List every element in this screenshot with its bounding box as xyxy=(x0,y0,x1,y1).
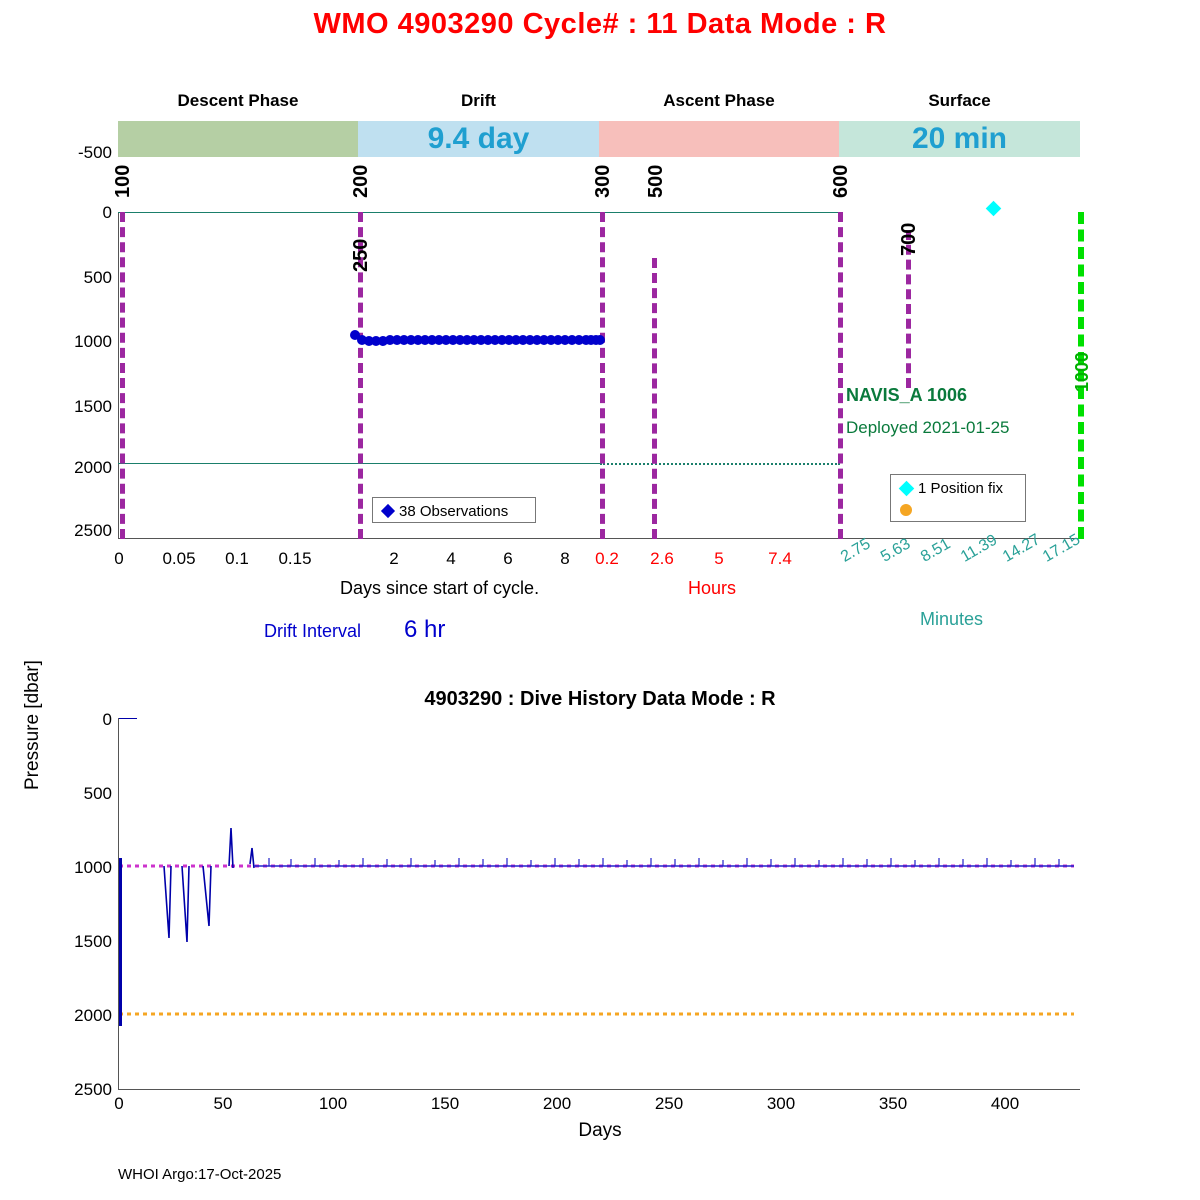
top-ytick-3: 1000 xyxy=(74,332,112,351)
bottom-ytick-0: 0 xyxy=(102,710,112,729)
top-xtick-hours-3: 7.4 xyxy=(768,549,792,568)
event-number-600: 600 xyxy=(830,164,852,198)
observations-legend-label: 38 Observations xyxy=(399,502,509,520)
top-xtick-minutes-0: 2.75 xyxy=(838,535,874,566)
bottom-xtick-4: 200 xyxy=(542,1094,572,1113)
bottom-xtick-5: 250 xyxy=(654,1094,684,1113)
event-number-1000: 1000 xyxy=(1072,351,1092,392)
top-ytick-0: -500 xyxy=(77,143,112,162)
top-ytick-4: 1500 xyxy=(74,397,112,416)
float-name-label: NAVIS_A 1006 xyxy=(846,385,968,405)
top-xaxis-hours-title: Hours xyxy=(688,578,737,598)
event-line-600 xyxy=(838,212,843,539)
bottom-xtick-1: 50 xyxy=(213,1094,233,1113)
event-number-250: 250 xyxy=(350,238,372,272)
top-xtick-hours-0: 0.2 xyxy=(595,549,619,568)
top-xtick-drift-2: 6 xyxy=(503,549,513,568)
event-number-100: 100 xyxy=(112,164,134,198)
page-title: WMO 4903290 Cycle# : 11 Data Mode : R xyxy=(313,8,887,40)
surface-reference-line xyxy=(118,212,840,213)
drift-interval-value: 6 hr xyxy=(404,616,446,643)
phase-band-ascent xyxy=(599,121,839,157)
event-number-300: 300 xyxy=(592,164,614,198)
dive-history-series xyxy=(119,718,1080,1090)
top-xtick-days-1: 0.05 xyxy=(162,549,196,568)
bottom-xtick-8: 400 xyxy=(990,1094,1020,1113)
top-ytick-2: 500 xyxy=(83,268,112,287)
top-xtick-days-3: 0.15 xyxy=(278,549,312,568)
event-number-700: 700 xyxy=(898,222,920,256)
bottom-ytick-4: 2000 xyxy=(74,1006,112,1025)
top-xtick-minutes-1: 5.63 xyxy=(878,535,914,566)
event-line-300 xyxy=(600,212,605,539)
top-xtick-days-0: 0 xyxy=(114,549,124,568)
top-xtick-drift-0: 2 xyxy=(389,549,399,568)
top-ytick-5: 2000 xyxy=(74,458,112,477)
top-xtick-minutes-3: 11.39 xyxy=(958,531,1001,566)
event-number-200: 200 xyxy=(350,164,372,198)
position-fix-legend-label: 1 Position fix xyxy=(918,479,1004,497)
bottom-xtick-7: 350 xyxy=(878,1094,908,1113)
top-xaxis-minutes-title: Minutes xyxy=(920,609,984,629)
bottom-xaxis-title: Days xyxy=(578,1120,622,1141)
bottom-xtick-2: 100 xyxy=(318,1094,348,1113)
top-xtick-hours-1: 2.6 xyxy=(650,549,674,568)
bottom-ytick-5: 2500 xyxy=(74,1080,112,1099)
profile-marker-icon xyxy=(900,504,912,516)
observations-legend xyxy=(372,497,536,523)
bottom-xtick-6: 300 xyxy=(766,1094,796,1113)
event-number-500: 500 xyxy=(645,164,667,198)
surface-duration-label: 20 min xyxy=(911,122,1008,155)
top-ytick-6: 2500 xyxy=(74,521,112,540)
phase-label-surface: Surface xyxy=(928,91,991,110)
dive-history-title: 4903290 : Dive History Data Mode : R xyxy=(424,688,776,710)
bottom-xtick-0: 0 xyxy=(114,1094,124,1113)
top-xtick-drift-1: 4 xyxy=(446,549,456,568)
bottom-ytick-3: 1500 xyxy=(74,932,112,951)
drift-observations-series xyxy=(340,320,620,360)
phase-band-drift xyxy=(358,121,599,157)
phase-label-descent: Descent Phase xyxy=(177,91,299,110)
top-xtick-minutes-5: 17.15 xyxy=(1040,530,1084,566)
top-xtick-drift-3: 8 xyxy=(560,549,570,568)
drift-duration-label: 9.4 day xyxy=(427,122,530,155)
bottom-yaxis-title: Pressure [dbar] xyxy=(22,660,43,790)
drift-interval-label: Drift Interval xyxy=(264,621,362,641)
event-line-100 xyxy=(120,212,125,539)
bottom-ytick-1: 500 xyxy=(83,784,112,803)
phase-label-drift: Drift xyxy=(461,91,496,110)
top-xtick-minutes-4: 14.27 xyxy=(1000,530,1044,566)
position-fix-marker-icon xyxy=(899,480,915,496)
event-line-500 xyxy=(652,258,657,539)
top-xtick-days-2: 0.1 xyxy=(225,549,249,568)
observation-marker-icon xyxy=(381,504,395,518)
max-depth-reference-line-dotted xyxy=(600,463,840,465)
float-deployment-label: Deployed 2021-01-25 xyxy=(846,418,1010,437)
footer-text: WHOI Argo:17-Oct-2025 xyxy=(118,1166,282,1183)
phase-label-ascent: Ascent Phase xyxy=(663,91,775,110)
phase-band-descent xyxy=(118,121,358,157)
bottom-ytick-2: 1000 xyxy=(74,858,112,877)
top-xaxis-days-title: Days since start of cycle. xyxy=(340,578,540,598)
top-ytick-1: 0 xyxy=(102,203,112,222)
bottom-xtick-3: 150 xyxy=(430,1094,460,1113)
top-xtick-hours-2: 5 xyxy=(714,549,724,568)
position-fix-legend xyxy=(890,474,1026,522)
top-xtick-minutes-2: 8.51 xyxy=(918,535,954,566)
phase-band-surface xyxy=(839,121,1080,157)
